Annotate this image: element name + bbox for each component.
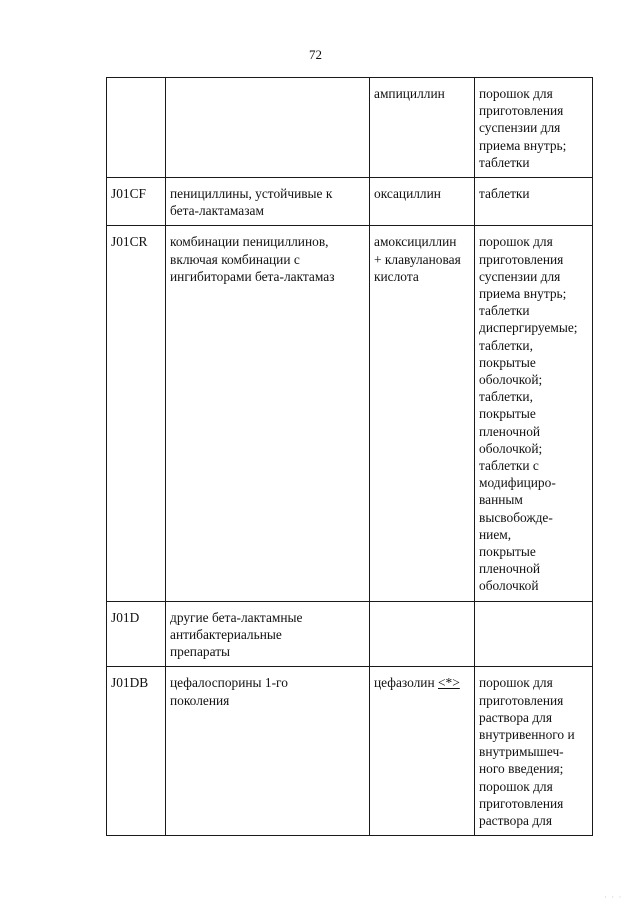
atc-code: J01CR [111, 234, 148, 250]
dosage-form-line: таблетки с [479, 458, 539, 474]
dosage-form-line: порошок для [479, 86, 553, 101]
group-name-line: бета-лактамазам [170, 203, 264, 219]
dosage-form-line: оболочкой; [479, 372, 543, 388]
table-row [107, 601, 593, 667]
drug-name-text: кислота [374, 268, 419, 284]
dosage-form-line: пленочной [479, 561, 541, 577]
group-name-line: включая комбинации с [170, 251, 300, 267]
group-name-cell [166, 226, 370, 601]
dosage-form-line: нием, [479, 526, 512, 542]
dosage-forms-cell [475, 601, 593, 667]
drug-name-cell [370, 178, 475, 226]
dosage-form-line: приема внутрь; [479, 137, 567, 153]
group-name-line: пенициллины, устойчивые к [170, 186, 333, 202]
table-row [107, 226, 593, 601]
drug-name-text: ампициллин [374, 86, 445, 101]
atc-code-cell [107, 78, 166, 178]
drug-name-line [374, 85, 471, 102]
atc-code: J01D [111, 609, 140, 625]
dosage-form-line: покрытые [479, 544, 536, 560]
group-name-line: комбинации пенициллинов, [170, 234, 329, 250]
table-row [107, 78, 593, 178]
drug-name-cell [370, 226, 475, 601]
table-body [107, 78, 593, 836]
atc-code: J01CF [111, 186, 146, 202]
dosage-form-line: порошок для [479, 778, 553, 794]
dosage-form-line: пленочной [479, 423, 541, 439]
table-row [107, 178, 593, 226]
atc-code-cell [107, 667, 166, 836]
footnote-reference: <*> [438, 675, 460, 691]
drug-name-text: амоксициллин [374, 234, 457, 250]
drug-name-line [374, 185, 471, 202]
drug-name-text: оксациллин [374, 186, 441, 202]
dosage-form-line: оболочкой; [479, 440, 543, 456]
dosage-forms-cell [475, 226, 593, 601]
dosage-form-line: покрытые [479, 406, 536, 422]
dosage-form-line: суспензии для [479, 268, 561, 284]
atc-code-cell [107, 601, 166, 667]
dosage-forms-cell [475, 78, 593, 178]
dosage-form-line: таблетки [479, 154, 530, 170]
group-name-line: поколения [170, 692, 230, 708]
dosage-form-line: порошок для [479, 675, 553, 691]
group-name-line: антибактериальные [170, 626, 282, 642]
drug-name-line [374, 268, 471, 285]
dosage-form-line: раствора для [479, 709, 553, 725]
dosage-form-line: модифициро- [479, 475, 556, 491]
table-row [107, 667, 593, 836]
dosage-form-line: таблетки, [479, 337, 533, 353]
dosage-form-line: приготовления [479, 251, 564, 267]
atc-code-cell [107, 178, 166, 226]
page-number: 72 [309, 47, 322, 62]
dosage-form-line: таблетки, [479, 389, 533, 405]
atc-code-cell [107, 226, 166, 601]
group-name-line: цефалоспорины 1-го [170, 675, 288, 691]
group-name-cell [166, 178, 370, 226]
dosage-form-line: диспергируемые; [479, 320, 578, 336]
dosage-form-line: приема внутрь; [479, 286, 567, 302]
dosage-form-line: ного введения; [479, 761, 564, 777]
dosage-form-line: приготовления [479, 795, 564, 811]
drug-name-text: цефазолин [374, 675, 435, 691]
group-name-cell [166, 601, 370, 667]
group-name-cell [166, 78, 370, 178]
group-name-line: другие бета-лактамные [170, 609, 303, 625]
group-name-line: ингибиторами бета-лактамаз [170, 268, 335, 284]
dosage-form-line: внутримышеч- [479, 744, 564, 760]
scan-artifact: · · · [604, 892, 623, 902]
dosage-forms-cell [475, 178, 593, 226]
drug-name-line [374, 674, 471, 691]
drug-name-line [374, 233, 471, 250]
group-name-line: препараты [170, 644, 231, 660]
dosage-form-line: порошок для [479, 234, 553, 250]
drug-name-text: + клавулановая [374, 251, 461, 267]
drug-name-cell [370, 667, 475, 836]
dosage-form-line: оболочкой [479, 578, 539, 594]
dosage-form-line: высвобожде- [479, 509, 553, 525]
dosage-form-line: покрытые [479, 354, 536, 370]
dosage-form-line: приготовления [479, 103, 564, 119]
drug-name-cell [370, 78, 475, 178]
dosage-form-line: ванным [479, 492, 523, 508]
drug-name-cell [370, 601, 475, 667]
dosage-form-line: суспензии для [479, 120, 561, 136]
dosage-form-line: внутривенного и [479, 726, 575, 742]
dosage-form-line: таблетки [479, 186, 530, 202]
dosage-form-line: раствора для [479, 812, 553, 828]
atc-code: J01DB [111, 675, 149, 691]
drug-table [106, 77, 593, 836]
dosage-form-line: таблетки [479, 303, 530, 319]
dosage-form-line: приготовления [479, 692, 564, 708]
group-name-cell [166, 667, 370, 836]
dosage-forms-cell [475, 667, 593, 836]
drug-name-line [374, 251, 471, 268]
